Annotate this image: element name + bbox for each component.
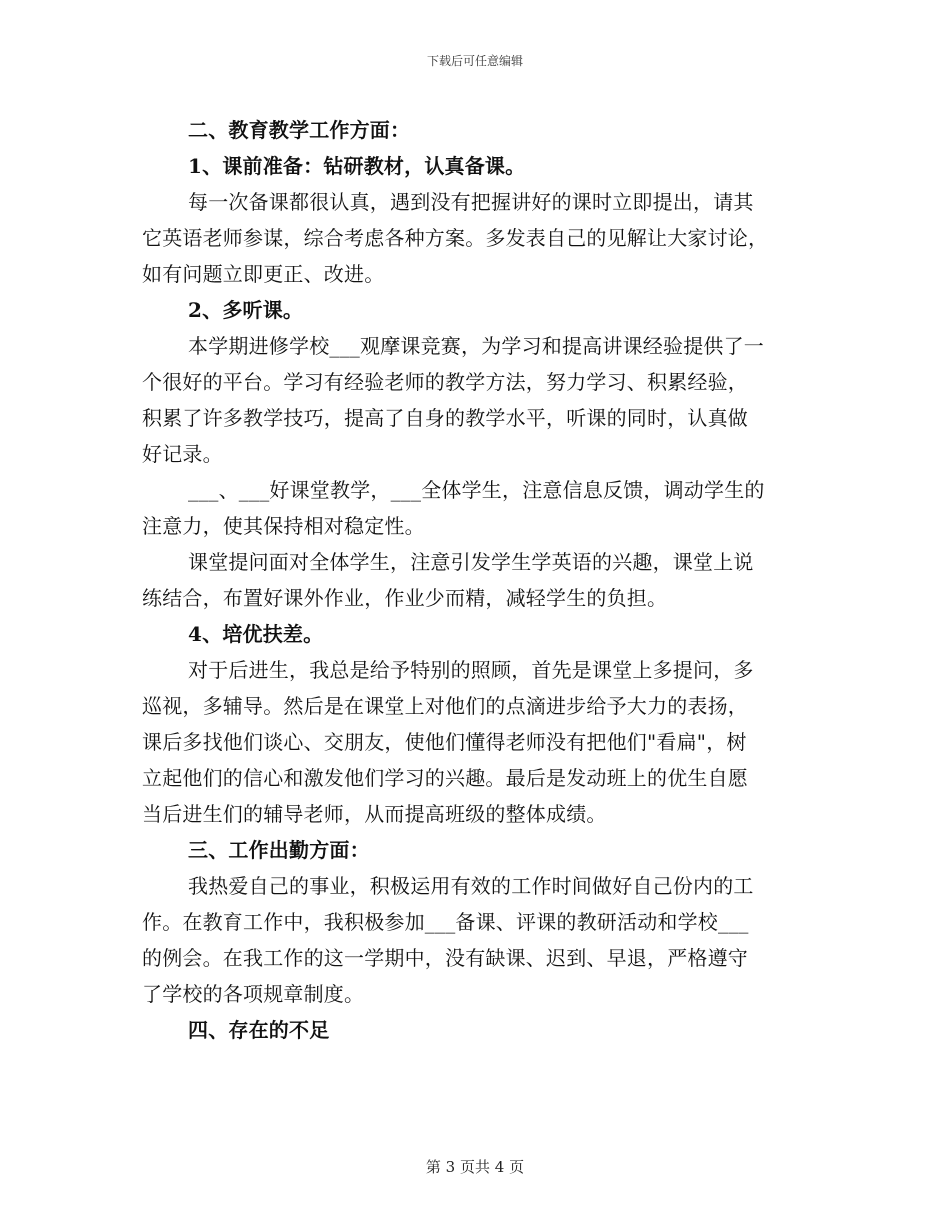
paragraph-line: 每一次备课都很认真，遇到没有把握讲好的课时立即提出，请其 (188, 190, 754, 214)
subheading-observe-lessons: 2、多听课。 (188, 298, 304, 322)
section-heading-attendance: 三、工作出勤方面： (188, 838, 370, 862)
subheading-support-students: 4、培优扶差。 (188, 622, 324, 646)
paragraph-line: 本学期进修学校___观摩课竞赛，为学习和提高讲课经验提供了一 (188, 334, 764, 358)
section-heading-shortcomings: 四、存在的不足 (188, 1018, 330, 1042)
paragraph-line: 练结合，布置好课外作业，作业少而精，减轻学生的负担。 (142, 586, 668, 610)
paragraph-line: 巡视，多辅导。然后是在课堂上对他们的点滴进步给予大力的表扬， (142, 694, 748, 718)
paragraph-line: 它英语老师参谋，综合考虑各种方案。多发表自己的见解让大家讨论， (142, 226, 769, 250)
paragraph-line: 对于后进生，我总是给予特别的照顾，首先是课堂上多提问，多 (188, 658, 754, 682)
paragraph-line: 注意力，使其保持相对稳定性。 (142, 514, 425, 538)
paragraph-line: 当后进生们的辅导老师，从而提高班级的整体成绩。 (142, 802, 607, 826)
page-header-note: 下载后可任意编辑 (426, 54, 523, 68)
document-body (142, 112, 810, 1048)
paragraph-line: 立起他们的信心和激发他们学习的兴趣。最后是发动班上的优生自愿 (142, 766, 748, 790)
paragraph-line: 如有问题立即更正、改进。 (142, 262, 385, 286)
paragraph-line: 的例会。在我工作的这一学期中，没有缺课、迟到、早退，严格遵守 (142, 946, 748, 970)
subheading-lesson-prep: 1、课前准备：钻研教材，认真备课。 (188, 154, 526, 178)
paragraph-line: 课堂提问面对全体学生，注意引发学生学英语的兴趣，课堂上说 (188, 550, 754, 574)
section-heading-teaching: 二、教育教学工作方面： (188, 118, 411, 142)
paragraph-line: 作。在教育工作中，我积极参加___备课、评课的教研活动和学校___ (142, 910, 749, 934)
paragraph-line: 个很好的平台。学习有经验老师的教学方法，努力学习、积累经验， (142, 370, 748, 394)
paragraph-line: 课后多找他们谈心、交朋友，使他们懂得老师没有把他们"看扁"，树 (142, 730, 747, 754)
page-number: 第 3 页共 4 页 (425, 1158, 525, 1176)
paragraph-line: 积累了许多教学技巧，提高了自身的教学水平，听课的同时，认真做 (142, 406, 748, 430)
paragraph-line: ___、___好课堂教学，___全体学生，注意信息反馈，调动学生的 (188, 478, 765, 502)
paragraph-line: 了学校的各项规章制度。 (142, 982, 365, 1006)
paragraph-line: 我热爱自己的事业，积极运用有效的工作时间做好自己份内的工 (188, 874, 754, 898)
paragraph-line: 好记录。 (142, 442, 223, 466)
